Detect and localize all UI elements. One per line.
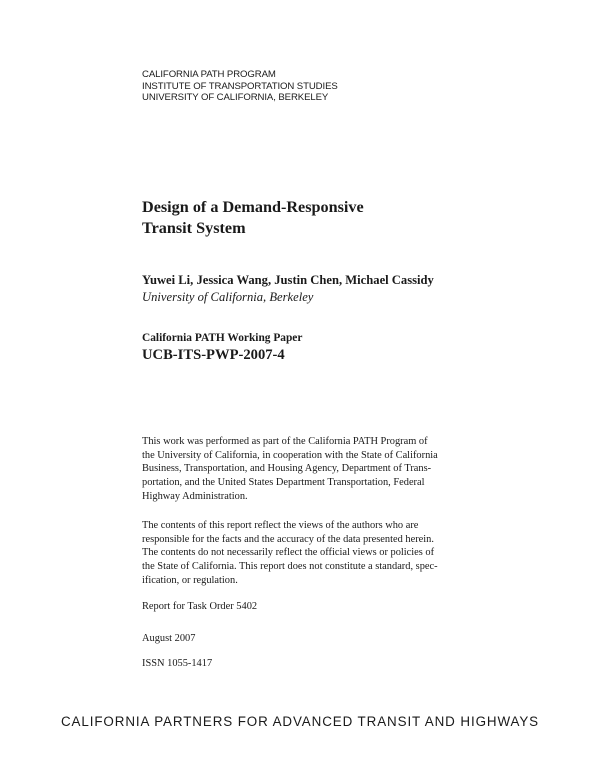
- paragraph-line: The contents do not necessarily reflect the official views or policies of: [142, 547, 435, 559]
- paragraph-line: portation, and the United States Department Transportation, Federal: [142, 477, 425, 489]
- paragraph-line: the State of California. This report does not constitute a standard, spec-: [142, 561, 438, 573]
- working-paper-label: California PATH Working Paper: [142, 332, 303, 344]
- author-affiliation: University of California, Berkeley: [142, 290, 314, 304]
- disclaimer-paragraph: [142, 519, 438, 588]
- publication-date: August 2007: [142, 633, 196, 644]
- paragraph-line: responsible for the facts and the accuracy of the data presented herein.: [142, 533, 434, 545]
- paragraph-line: The contents of this report reflect the views of the authors who are: [142, 520, 419, 531]
- header-line-program: CALIFORNIA PATH PROGRAM: [142, 69, 276, 80]
- paragraph-line: ification, or regulation.: [142, 574, 238, 586]
- header-line-institute: INSTITUTE OF TRANSPORTATION STUDIES: [142, 80, 338, 92]
- title-line-2: Transit System: [142, 218, 246, 237]
- paragraph-line: the University of California, in cooperation with the State of California: [142, 449, 438, 461]
- title-line-1: Design of a Demand-Responsive: [142, 198, 364, 216]
- author-list: Yuwei Li, Jessica Wang, Justin Chen, Michael Cassidy: [142, 273, 434, 287]
- paragraph-line: This work was performed as part of the California PATH Program of: [142, 436, 428, 447]
- acknowledgement-paragraph: [142, 435, 438, 504]
- header-line-university: UNIVERSITY OF CALIFORNIA, BERKELEY: [142, 92, 329, 104]
- report-title: [142, 197, 364, 238]
- institution-header: [142, 69, 338, 104]
- issn-number: ISSN 1055-1417: [142, 658, 213, 669]
- paragraph-line: Highway Administration.: [142, 490, 248, 502]
- footer-banner: CALIFORNIA PARTNERS FOR ADVANCED TRANSIT AND HIGHWAYS: [60, 714, 539, 729]
- paragraph-line: Business, Transportation, and Housing Agency, Department of Trans-: [142, 463, 432, 475]
- task-order-line: Report for Task Order 5402: [142, 601, 258, 612]
- working-paper-number: UCB-ITS-PWP-2007-4: [142, 347, 285, 363]
